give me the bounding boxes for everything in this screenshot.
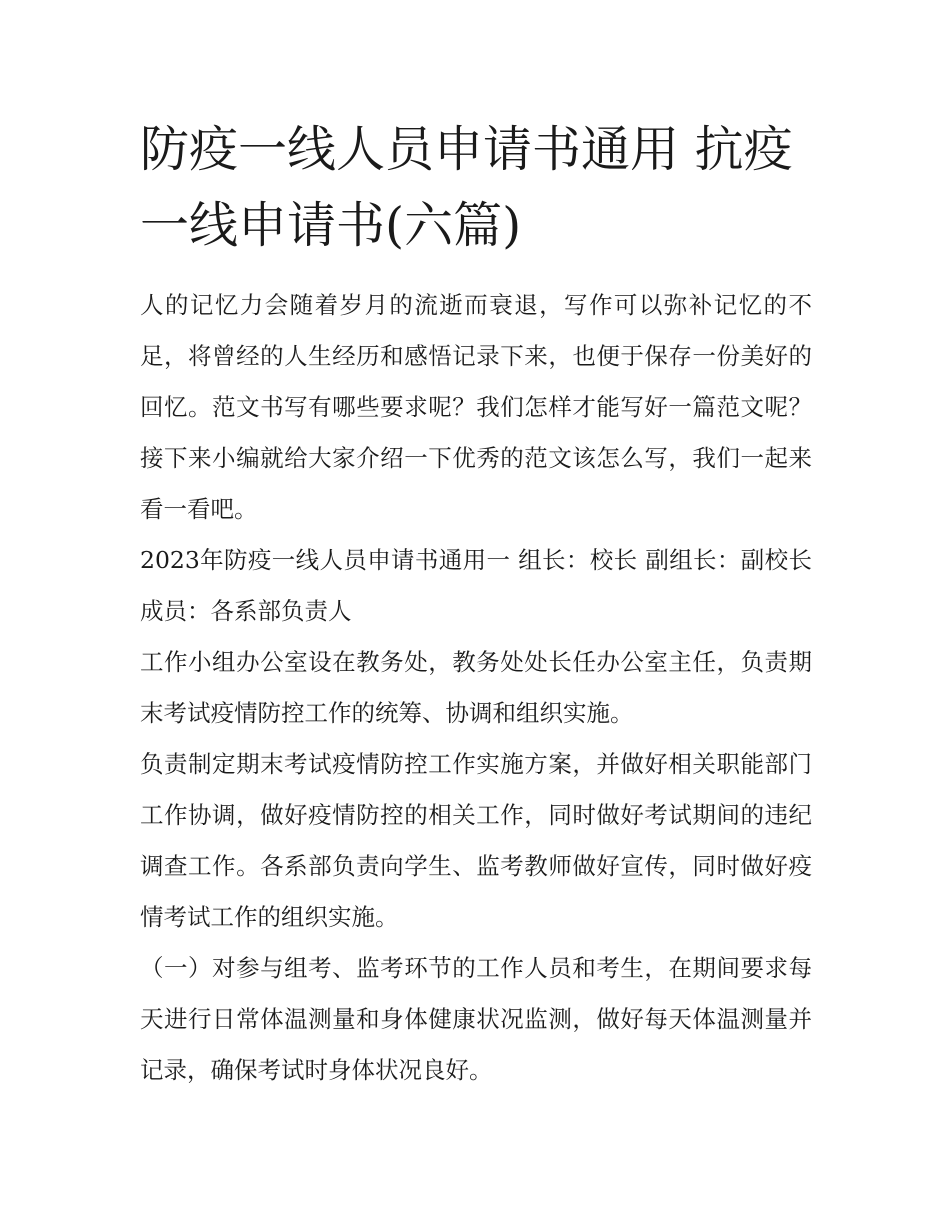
document-title: 防疫一线人员申请书通用 抗疫一线申请书(六篇): [140, 121, 793, 254]
paragraph-office: 工作小组办公室设在教务处，教务处处长任办公室主任，负责期末考试疫情防控工作的统筹、协调和组织实施。: [140, 648, 812, 727]
paragraph-intro: 人的记忆力会随着岁月的流逝而衰退，写作可以弥补记忆的不足，将曾经的人生经历和感悟记录下来，也便于保存一份美好的回忆。范文书写有哪些要求呢？我们怎样才能写好一篇范文呢？接下来小编就给大家介绍一下优秀的范文该怎么写，我们一起来看一看吧。: [140, 291, 812, 523]
paragraph-group-members: 2023年防疫一线人员申请书通用一 组长：校长 副组长：副校长 成员：各系部负责人: [140, 546, 812, 625]
document-body: [140, 112, 812, 1096]
paragraph-responsibilities: 负责制定期末考试疫情防控工作实施方案，并做好相关职能部门工作协调，做好疫情防控的相关工作，同时做好考试期间的违纪调查工作。各系部负责向学生、监考教师做好宣传，同时做好疫情考试工作的组织实施。: [140, 750, 812, 931]
paragraph-health-monitoring: （一）对参与组考、监考环节的工作人员和考生，在期间要求每天进行日常体温测量和身体健康状况监测，做好每天体温测量并记录，确保考试时身体状况良好。: [140, 954, 812, 1084]
